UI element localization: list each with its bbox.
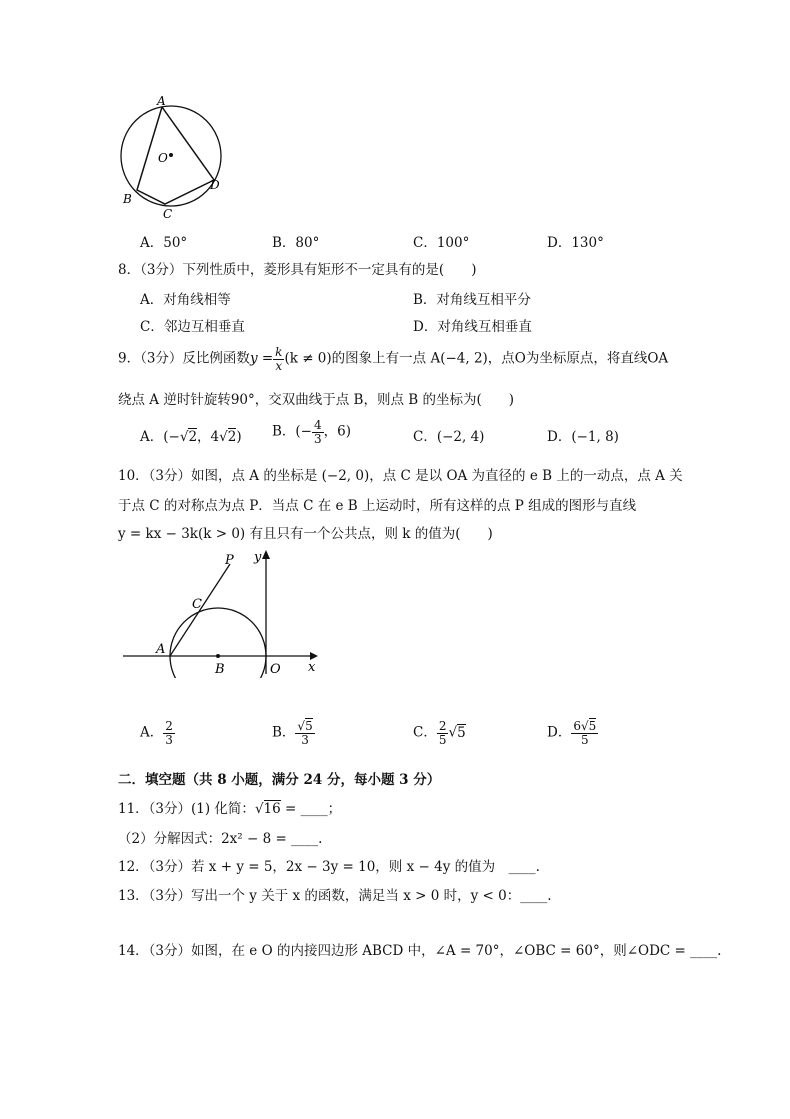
- figure-circle-abcd: [110, 92, 240, 222]
- q9-b-prefix: B．(−: [272, 423, 312, 440]
- q13-text: 13．（3分）写出一个 y 关于 x 的函数，满足当 x > 0 时，y < 0：____.: [118, 888, 552, 904]
- q7-option-d: D．130°: [547, 235, 604, 251]
- q10-option-c: C． $\frac{2}{5}$ √5: [413, 719, 466, 747]
- label-y: y: [254, 550, 262, 565]
- q10-option-d: D． $\frac{6√5}{5}$: [547, 719, 597, 747]
- q10-d-num-root: 5: [588, 719, 597, 733]
- q10-a-den: 3: [165, 732, 173, 747]
- label-x: x: [308, 660, 316, 675]
- q9-b-suffix: ，6): [323, 423, 351, 440]
- q9-option-c: C．(−2, 4): [413, 429, 485, 445]
- label-o: O: [158, 151, 168, 165]
- q14-text: 14．（3分）如图，在 e O 的内接四边形 ABCD 中，∠A = 70°，∠OBC = 60°，则∠ODC = ____.: [118, 943, 722, 959]
- q8-option-b: B．对角线互相平分: [413, 292, 531, 308]
- q7-option-b: B．80°: [272, 235, 320, 251]
- q10-c-den: 5: [438, 732, 447, 747]
- section-2-title: 二．填空题（共 8 小题，满分 24 分，每小题 3 分）: [118, 772, 441, 788]
- q10-c-root: 5: [457, 724, 466, 741]
- q12-text: 12．（3分）若 x + y = 5，2x − 3y = 10，则 x − 4y 的值为 ____.: [118, 859, 540, 875]
- q9-a-prefix: A．(−: [140, 429, 180, 445]
- q9-a-root1: 2: [188, 429, 198, 445]
- q10-a-num: 2: [165, 719, 173, 733]
- label-c: C: [192, 597, 202, 612]
- center-point-o: [169, 153, 173, 157]
- q9-frac-num: k: [275, 345, 283, 359]
- q11-line1-root: 16: [263, 801, 281, 817]
- point-b: [216, 654, 220, 658]
- label-a: A: [156, 642, 166, 657]
- label-d: D: [210, 178, 220, 192]
- q10-b-den: 3: [301, 732, 309, 747]
- q9-a-root2: 2: [227, 429, 237, 445]
- q8-option-d: D．对角线互相垂直: [413, 319, 532, 335]
- q9-stem-part1: 9．（3分）反比例函数: [118, 350, 250, 367]
- q10-b-prefix: B．: [272, 724, 296, 741]
- q10-line1: 10．（3分）如图，点 A 的坐标是 (−2, 0)，点 C 是以 OA 为直径的 e B 上的一动点，点 A 关: [118, 468, 683, 484]
- q9-option-d: D．(−1, 8): [547, 429, 619, 445]
- label-b: B: [123, 192, 132, 206]
- q10-b-num-root: 5: [305, 719, 313, 733]
- q9-option-a: A．(−√2，4√2): [140, 429, 242, 445]
- q9-b-den: 3: [314, 431, 322, 446]
- q10-option-a: [140, 720, 175, 746]
- q8-option-c: C．邻边互相垂直: [140, 319, 245, 335]
- q11-line1: 11．（3分）(1) 化简：√16 = ____；: [118, 801, 342, 817]
- q10-d-den: 5: [580, 732, 589, 747]
- figure-q10-coordinate: [118, 546, 328, 678]
- q7-option-a: A．50°: [140, 235, 188, 251]
- label-c: C: [163, 207, 173, 221]
- q9-a-suffix: ): [236, 429, 242, 445]
- q11-line2: （2）分解因式：2x² − 8 = ____.: [118, 831, 323, 847]
- q9-option-b: [272, 419, 351, 445]
- q9-stem-line1: [118, 346, 668, 372]
- label-b: B: [215, 662, 225, 677]
- q9-stem-part2: (k ≠ 0)的图象上有一点 A(−4, 2)，点O为坐标原点，将直线OA: [284, 350, 669, 367]
- q10-c-num: 2: [438, 719, 447, 733]
- q9-b-num: 4: [314, 418, 322, 432]
- q9-frac-den: x: [275, 358, 283, 373]
- q10-line3: y = kx − 3k(k > 0) 有且只有一个公共点，则 k 的值为( ): [118, 526, 493, 542]
- q10-option-b: B． $\frac{√5}{3}$: [272, 719, 313, 747]
- q10-d-num-coef: 6: [573, 719, 581, 733]
- q10-line2: 于点 C 的对称点为点 P．当点 C 在 e B 上运动时，所有这样的点 P 组成的图形与直线: [118, 498, 637, 514]
- q11-line1-post: = ____；: [280, 801, 342, 817]
- quadrilateral-abcd: [137, 107, 214, 204]
- q10-d-prefix: D．: [547, 724, 572, 741]
- label-p: P: [225, 553, 234, 568]
- y-axis-arrow: [262, 550, 270, 559]
- x-axis-arrow: [310, 652, 318, 660]
- q11-line1-pre: 11．（3分）(1) 化简：: [118, 801, 255, 817]
- label-o: O: [270, 662, 281, 677]
- q8-option-a: A．对角线相等: [140, 292, 231, 308]
- q10-a-prefix: A．: [140, 724, 164, 741]
- q9-y-eq: y =: [249, 350, 274, 367]
- q10-c-prefix: C．: [413, 724, 437, 741]
- q9-a-mid: ，4: [197, 429, 220, 445]
- q7-option-c: C．100°: [413, 235, 470, 251]
- label-a: A: [157, 94, 166, 108]
- q9-stem-line2: 绕点 A 逆时针旋转90°，交双曲线于点 B，则点 B 的坐标为( ): [118, 392, 515, 408]
- q8-stem: 8．（3分）下列性质中，菱形具有矩形不一定具有的是( ): [118, 262, 477, 278]
